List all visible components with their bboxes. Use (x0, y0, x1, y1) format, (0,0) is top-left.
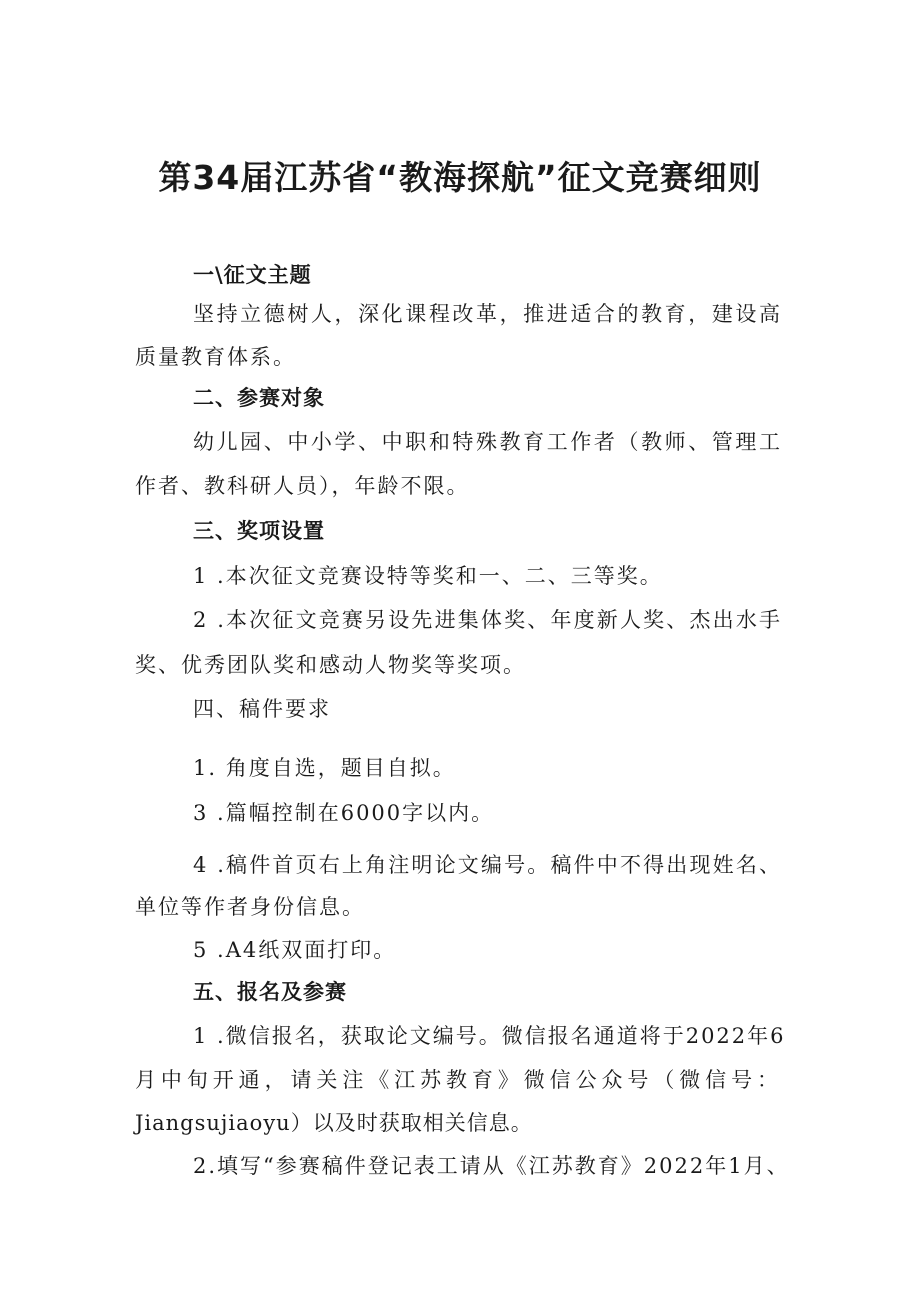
list-item: 1 .微信报名，获取论文编号。微信报名通道将于2022年6 (193, 1024, 786, 1048)
list-item: 2.填写“参赛稿件登记表工请从《江苏教育》2022年1月、 (193, 1154, 790, 1178)
section-heading-participants: 二、参赛对象 (193, 386, 325, 410)
list-item: 1. 角度自选，题目自拟。 (193, 756, 456, 780)
list-item: 4 .稿件首页右上角注明论文编号。稿件中不得出现姓名、 (193, 853, 782, 877)
paragraph-line: 作者、教科研人员），年龄不限。 (135, 474, 470, 498)
paragraph-line: 坚持立德树人，深化课程改革，推进适合的教育，建设高 (193, 302, 782, 326)
list-item: 5 .A4纸双面打印。 (193, 938, 397, 962)
paragraph-line: 幼儿园、中小学、中职和特殊教育工作者（教师、管理工 (193, 430, 782, 454)
section-heading-theme: 一\征文主题 (193, 263, 312, 287)
paragraph-line: 单位等作者身份信息。 (135, 895, 365, 919)
paragraph-line: 奖、优秀团队奖和感动人物奖等奖项。 (135, 653, 526, 677)
section-heading-registration: 五、报名及参赛 (193, 980, 347, 1004)
section-heading-requirements: 四、稿件要求 (193, 697, 331, 721)
paragraph-line: 月中旬开通，请关注《江苏教育》微信公众号（微信号： (135, 1068, 780, 1092)
paragraph-line: 质量教育体系。 (135, 345, 296, 369)
paragraph-line: Jiangsujiaoyu）以及时获取相关信息。 (135, 1111, 533, 1135)
list-item: 1 .本次征文竞赛设特等奖和一、二、三等奖。 (193, 564, 663, 588)
document-title: 第34届江苏省“教海探航”征文竞赛细则 (158, 158, 762, 197)
list-item: 2 .本次征文竞赛另设先进集体奖、年度新人奖、杰出水手 (193, 608, 782, 632)
section-heading-awards: 三、奖项设置 (193, 519, 325, 543)
list-item: 3 .篇幅控制在6000字以内。 (193, 801, 495, 825)
